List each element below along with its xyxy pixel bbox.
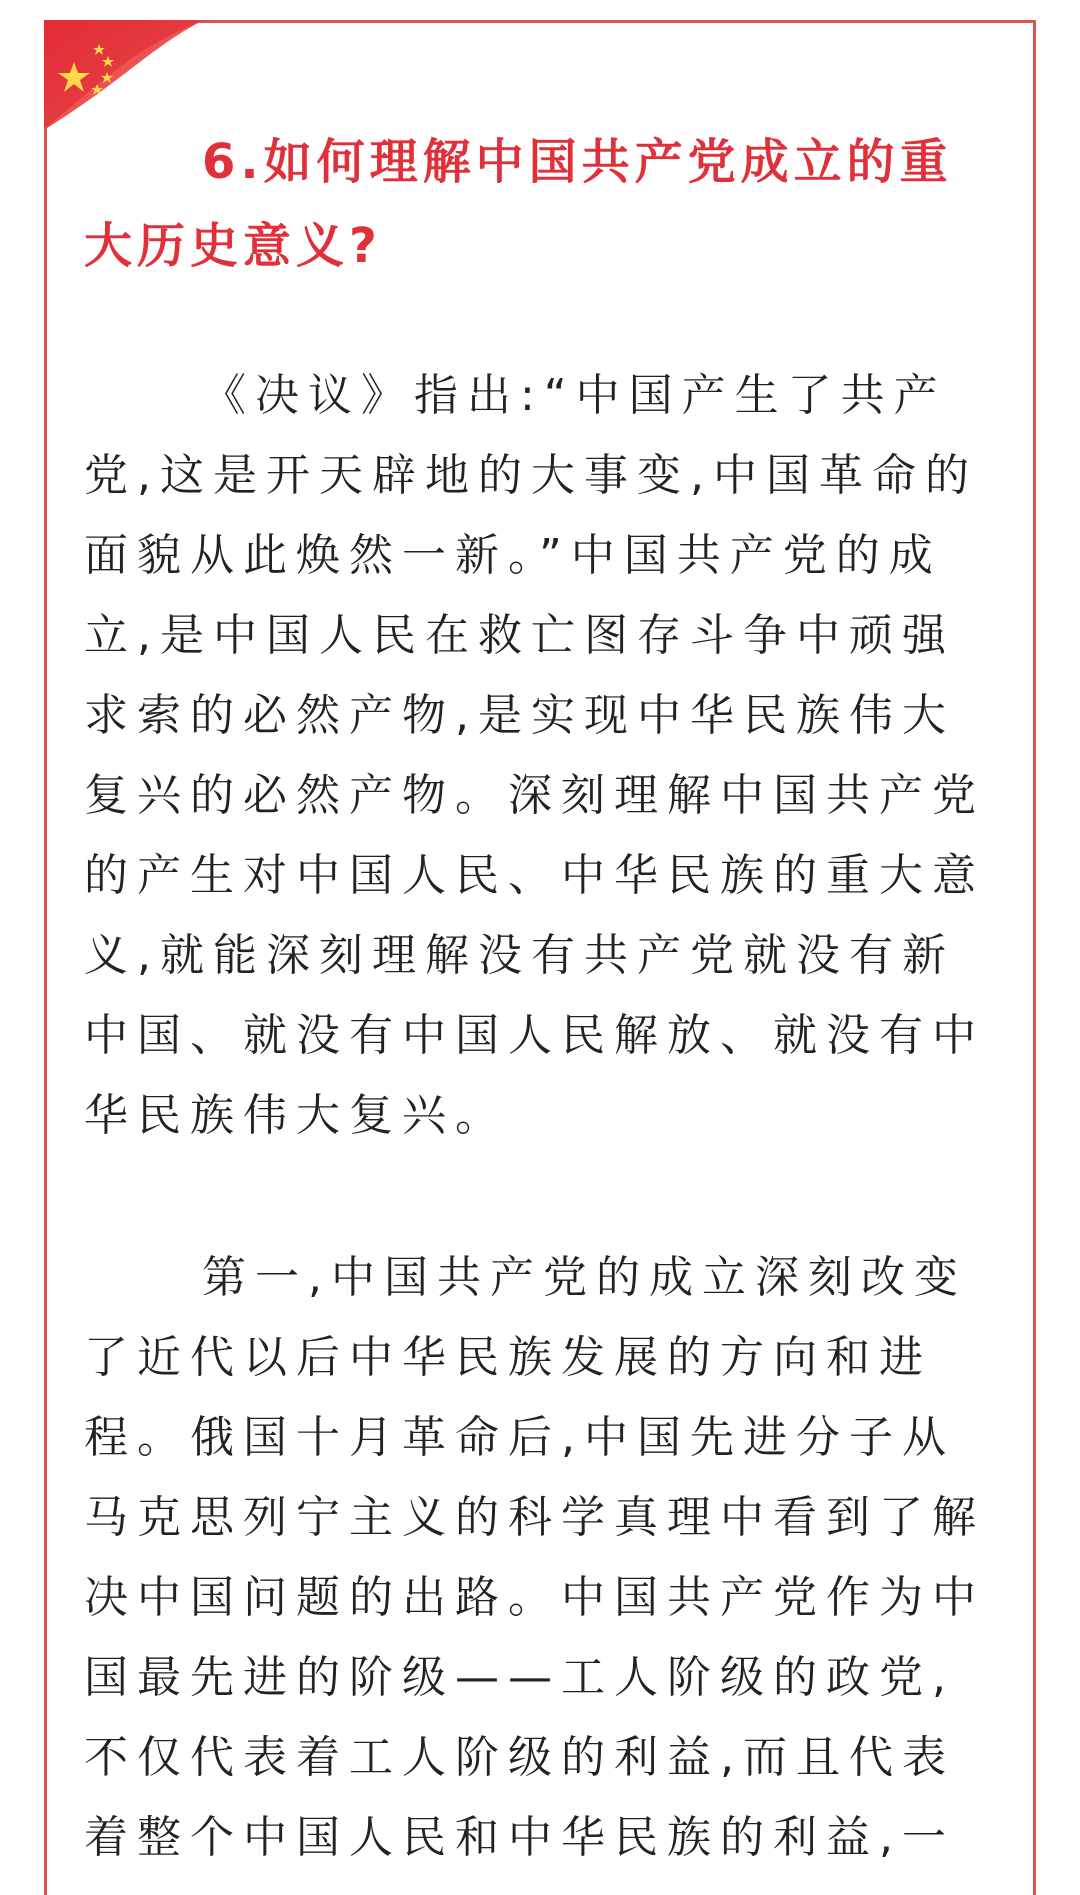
question-title: 6.如何理解中国共产党成立的重大历史意义? (84, 134, 953, 274)
paragraph-resolution-quote: 《决议》指出:“中国产生了共产党,这是开天辟地的大事变,中国革命的面貌从此焕然一新。”中国共产党的成立,是中国人民在救亡图存斗争中顽强求索的必然产物,是实现中华民族伟大复兴的必然产物。深刻理解中国共产党的产生对中国人民、中华民族的重大意义,就能深刻理解没有共产党就没有新中国、就没有中国人民解放、就没有中华民族伟大复兴。 (84, 370, 985, 1141)
paragraph-first-point: 第一,中国共产党的成立深刻改变了近代以后中华民族发展的方向和进程。俄国十月革命后,中国先进分子从马克思列宁主义的科学真理中看到了解决中国问题的出路。中国共产党作为中国最先进的阶级——工人阶级的政党,不仅代表着工人阶级的利益,而且代表着整个中国人民和中华民族的利益,一 (84, 1252, 985, 1863)
